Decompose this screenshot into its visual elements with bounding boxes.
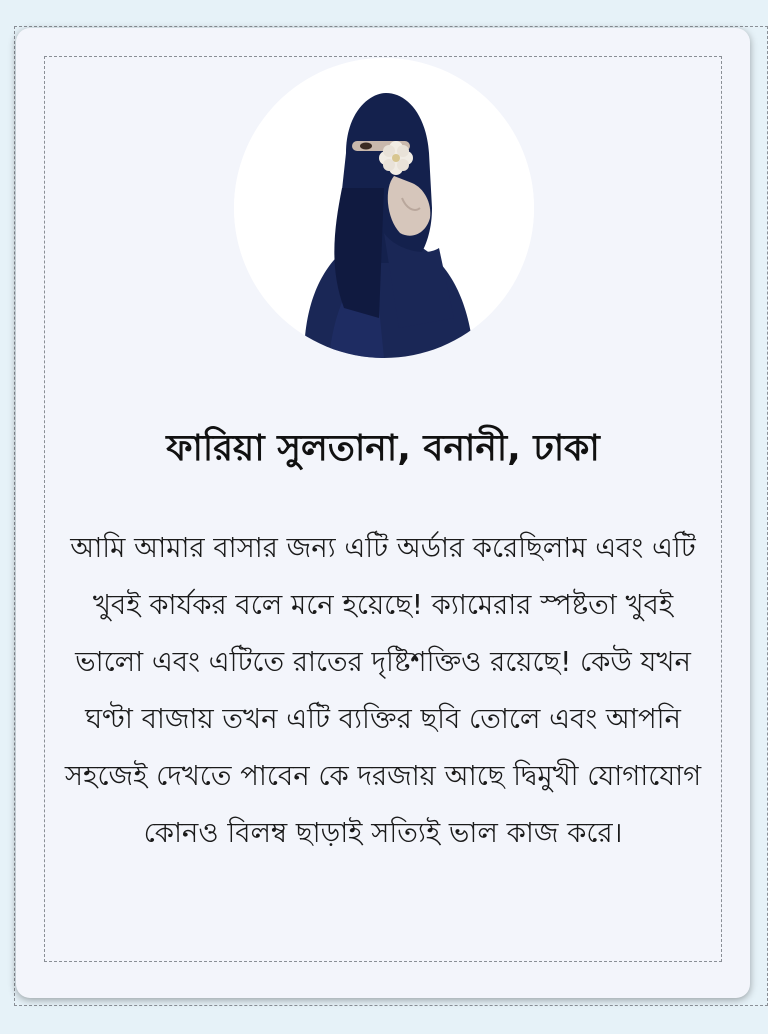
woman-in-niqab-illustration [234, 58, 534, 358]
customer-name: ফারিয়া সুলতানা, বনানী, ঢাকা [166, 428, 600, 469]
testimonial-card [16, 28, 750, 998]
review-text: আমি আমার বাসার জন্য এটি অর্ডার করেছিলাম এবং এটি খুবই কার্যকর বলে মনে হয়েছে! ক্যামেরার স্পষ্টতা খুবই ভালো এবং এটিতে রাতের দৃষ্টিশক্তিও রয়েছে! কেউ যখন ঘণ্টা বাজায় তখন এটি ব্যক্তির ছবি তোলে এবং আপনি সহজেই দেখতে পাবেন কে দরজায় আছে দ্বিমুখী যোগাযোগ কোনও বিলম্ব ছাড়াই সত্যিই ভাল কাজ করে। [64, 532, 702, 849]
customer-avatar [234, 58, 534, 358]
